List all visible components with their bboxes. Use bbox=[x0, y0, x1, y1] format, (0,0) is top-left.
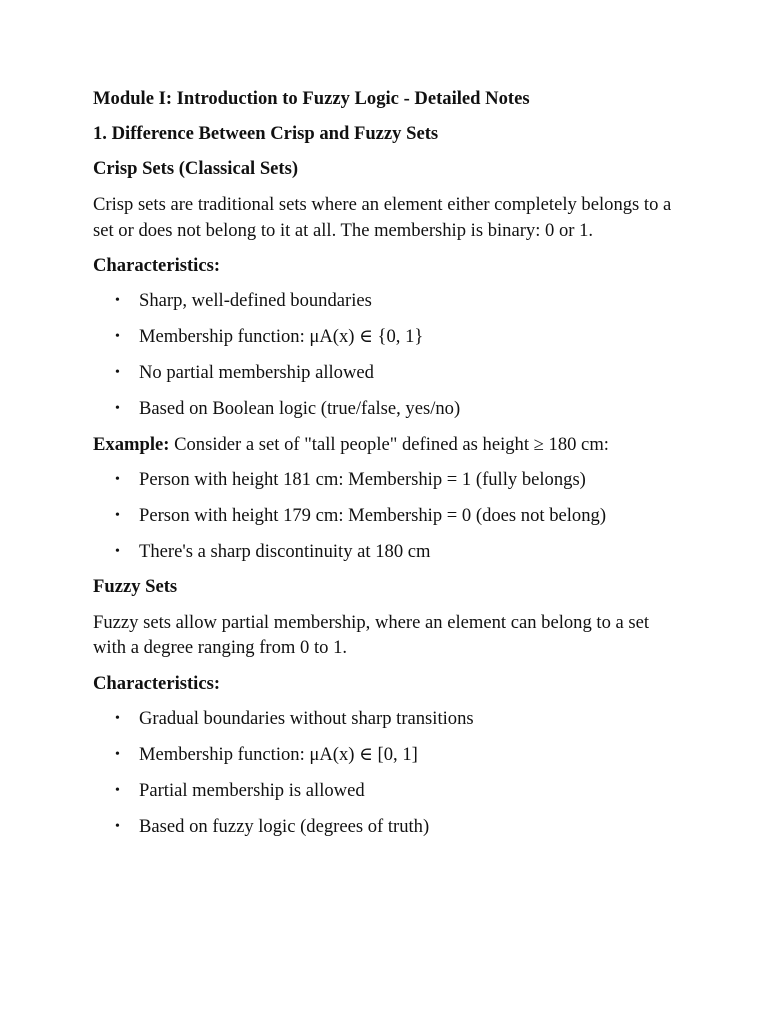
section-heading: 1. Difference Between Crisp and Fuzzy Sets bbox=[93, 123, 439, 144]
crisp-example bbox=[93, 432, 683, 458]
example-label: Example: bbox=[93, 434, 170, 455]
bullet-icon: • bbox=[115, 746, 120, 762]
list-item: • Person with height 181 cm: Membership = 1 (fully belongs) bbox=[93, 467, 683, 493]
list-item: • Based on fuzzy logic (degrees of truth) bbox=[93, 814, 683, 840]
fuzzy-paragraph: Fuzzy sets allow partial membership, where an element can belong to a set with a degree ranging from 0 to 1. bbox=[93, 611, 650, 658]
bullet-icon: • bbox=[115, 507, 120, 523]
crisp-characteristics-list bbox=[93, 288, 683, 422]
crisp-paragraph: Crisp sets are traditional sets where an element either completely belongs to a set or does not belong to it at all. The membership is binary: 0 or 1. bbox=[93, 194, 672, 241]
subsection-heading-crisp: Crisp Sets (Classical Sets) bbox=[93, 158, 299, 179]
list-item: • Gradual boundaries without sharp transitions bbox=[93, 706, 683, 732]
fuzzy-characteristics-list bbox=[93, 706, 683, 840]
bullet-icon: • bbox=[115, 543, 120, 559]
bullet-icon: • bbox=[115, 818, 120, 834]
bullet-icon: • bbox=[115, 401, 120, 416]
example-text: Consider a set of "tall people" defined as height ≥ 180 cm: bbox=[169, 434, 609, 455]
document-title: Module I: Introduction to Fuzzy Logic - Detailed Notes bbox=[93, 88, 530, 109]
list-item: • Membership function: μA(x) ∈ [0, 1] bbox=[93, 742, 683, 768]
list-item: • Membership function: μA(x) ∈ {0, 1} bbox=[93, 324, 683, 350]
crisp-characteristics-heading: Characteristics: bbox=[93, 255, 221, 276]
document-page bbox=[93, 86, 683, 840]
list-item: • Sharp, well-defined boundaries bbox=[93, 288, 683, 314]
fuzzy-characteristics-heading: Characteristics: bbox=[93, 672, 221, 694]
list-item: • Person with height 179 cm: Membership = 0 (does not belong) bbox=[93, 503, 683, 529]
list-item: • Partial membership is allowed bbox=[93, 778, 683, 804]
bullet-icon: • bbox=[115, 782, 120, 798]
bullet-icon: • bbox=[115, 293, 120, 308]
list-item: • No partial membership allowed bbox=[93, 360, 683, 386]
bullet-icon: • bbox=[115, 329, 120, 344]
bullet-icon: • bbox=[115, 365, 120, 380]
bullet-icon: • bbox=[115, 471, 120, 487]
list-item: • There's a sharp discontinuity at 180 cm bbox=[93, 539, 683, 565]
list-item: • Based on Boolean logic (true/false, yes/no) bbox=[93, 396, 683, 422]
subsection-heading-fuzzy: Fuzzy Sets bbox=[93, 575, 178, 597]
crisp-example-list bbox=[93, 467, 683, 565]
bullet-icon: • bbox=[115, 710, 120, 726]
